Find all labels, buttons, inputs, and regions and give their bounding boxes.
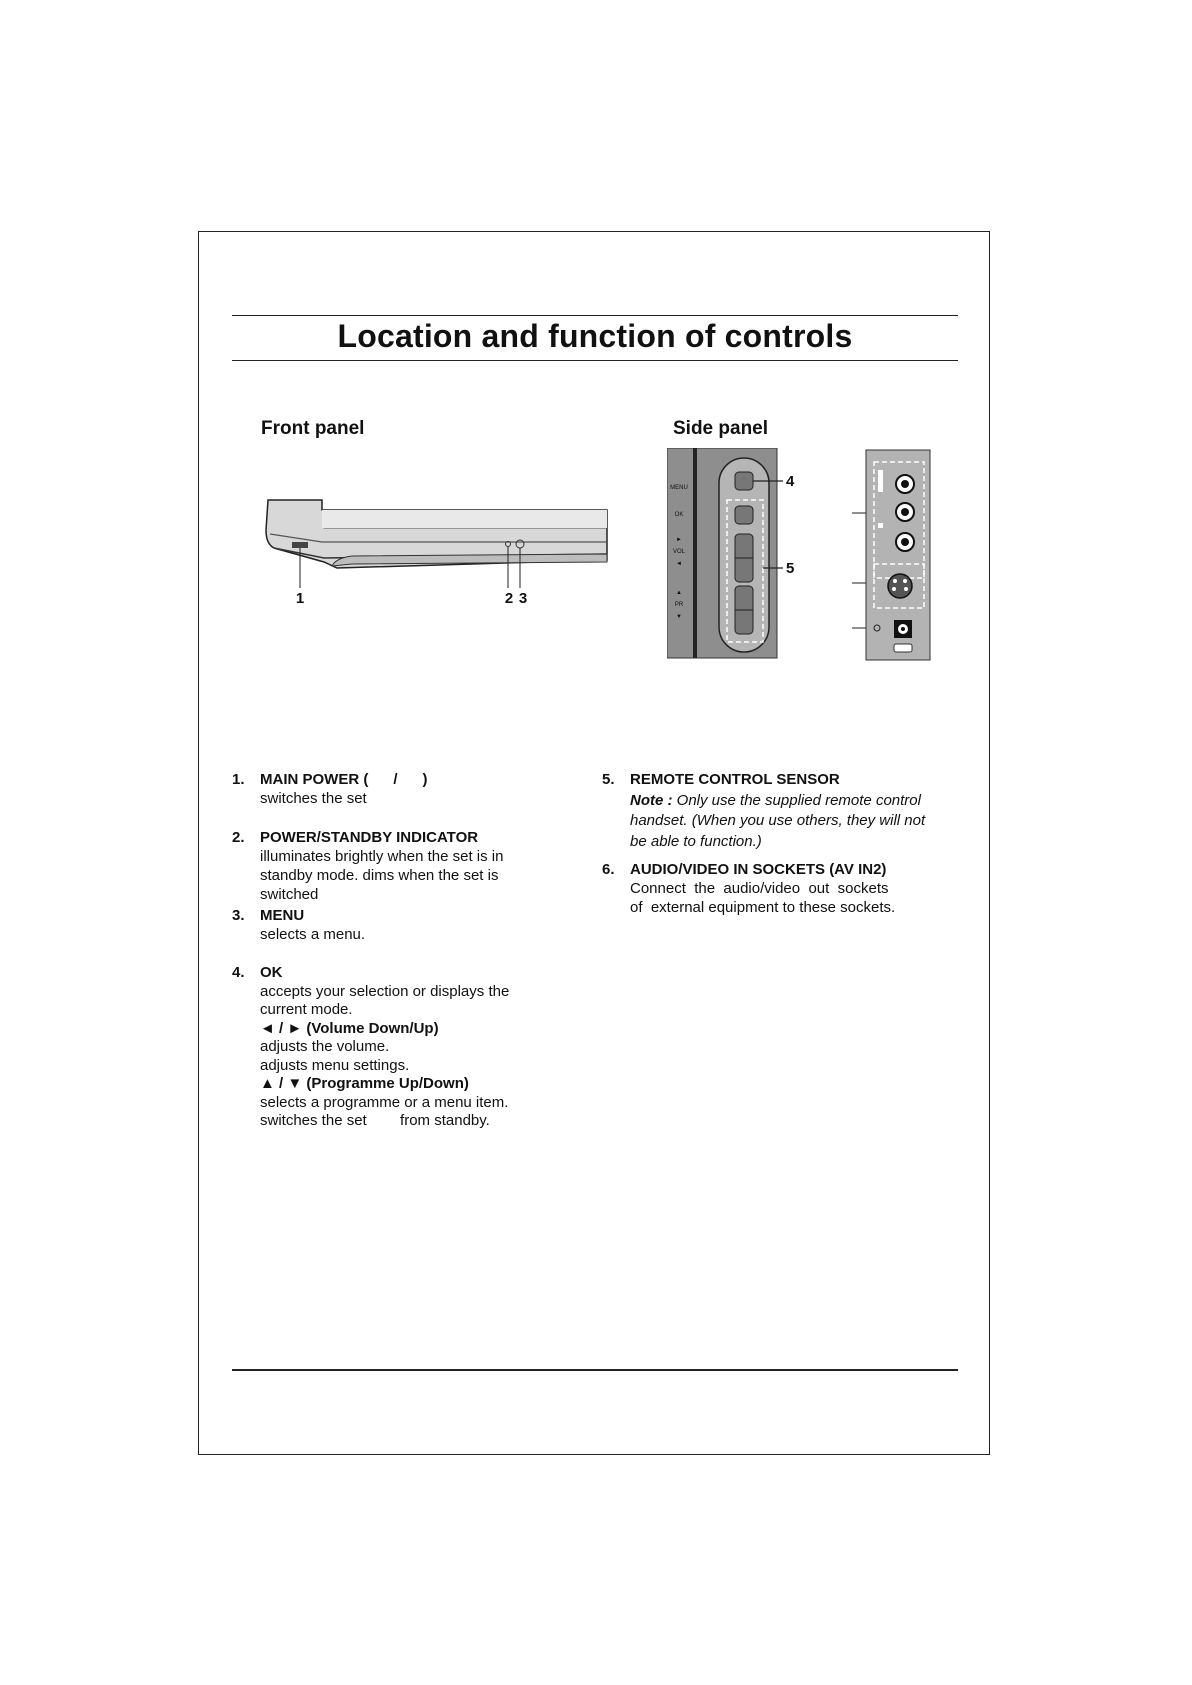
item-number: 1. (232, 771, 245, 788)
item-line: selects a programme or a menu item. (260, 1093, 509, 1111)
title-bottom-rule (232, 360, 958, 361)
item-line: accepts your selection or displays the (260, 982, 510, 1000)
item-line: illuminates brightly when the set is in (260, 848, 504, 865)
item-title: MAIN POWER ( / ) (260, 771, 428, 788)
note-line: Only use the supplied remote control (672, 791, 921, 809)
note-label: Note : (630, 791, 673, 809)
front-panel-illustration (262, 490, 612, 610)
item-title: AUDIO/VIDEO IN SOCKETS (AV IN2) (630, 861, 887, 878)
item-title: POWER/STANDBY INDICATOR (260, 829, 479, 846)
note-line: be able to function.) (630, 832, 762, 850)
item-line: adjusts menu settings. (260, 1056, 410, 1074)
callout-2: 2 (504, 590, 514, 607)
item-line: Connect the audio/video out sockets (630, 880, 889, 897)
item-number: 5. (602, 771, 615, 788)
callout-1: 1 (295, 590, 305, 607)
item-line: standby mode. dims when the set is (260, 867, 499, 884)
item-line: switches the set (260, 790, 367, 807)
side-label-pr: PR (674, 602, 684, 608)
footer-rule (232, 1369, 958, 1371)
side-label-pr-down: ▼ (676, 614, 682, 620)
side-label-ok: OK (674, 512, 684, 518)
side-panel-heading: Side panel (673, 418, 769, 439)
item-line: adjusts the volume. (260, 1038, 390, 1055)
item-number: 2. (232, 829, 245, 846)
item-number: 6. (602, 861, 615, 878)
side-label-vol-up: ► (676, 537, 682, 543)
item-title: MENU (260, 907, 305, 924)
side-label-menu: MENU (670, 485, 688, 491)
item-subtitle-programme: ▲ / ▼ (Programme Up/Down) (260, 1075, 469, 1092)
item-line: selects a menu. (260, 926, 366, 943)
page-title: Location and function of controls (337, 318, 853, 354)
item-subtitle-volume: ◄ / ► (Volume Down/Up) (260, 1019, 439, 1037)
side-label-vol-down: ◄ (676, 561, 682, 567)
callout-4: 4 (786, 473, 795, 490)
front-panel-heading: Front panel (261, 418, 365, 439)
item-number: 4. (232, 964, 245, 981)
item-line: of external equipment to these sockets. (630, 899, 896, 916)
title-top-rule (232, 315, 958, 316)
item-number: 3. (232, 907, 245, 924)
side-label-pr-up: ▲ (676, 590, 682, 596)
side-label-vol: VOL (672, 549, 686, 555)
callout-3: 3 (518, 590, 528, 607)
item-title: REMOTE CONTROL SENSOR (630, 771, 840, 788)
side-panel-av-sockets-illustration (850, 448, 934, 664)
item-line: current mode. (260, 1001, 353, 1018)
callout-5: 5 (786, 560, 795, 577)
item-line: switches the set from standby. (260, 1112, 490, 1129)
side-panel-buttons-illustration (667, 448, 807, 660)
item-title: OK (260, 964, 283, 981)
note-line: handset. (When you use others, they will not (630, 812, 926, 829)
item-line: switched (260, 886, 319, 903)
